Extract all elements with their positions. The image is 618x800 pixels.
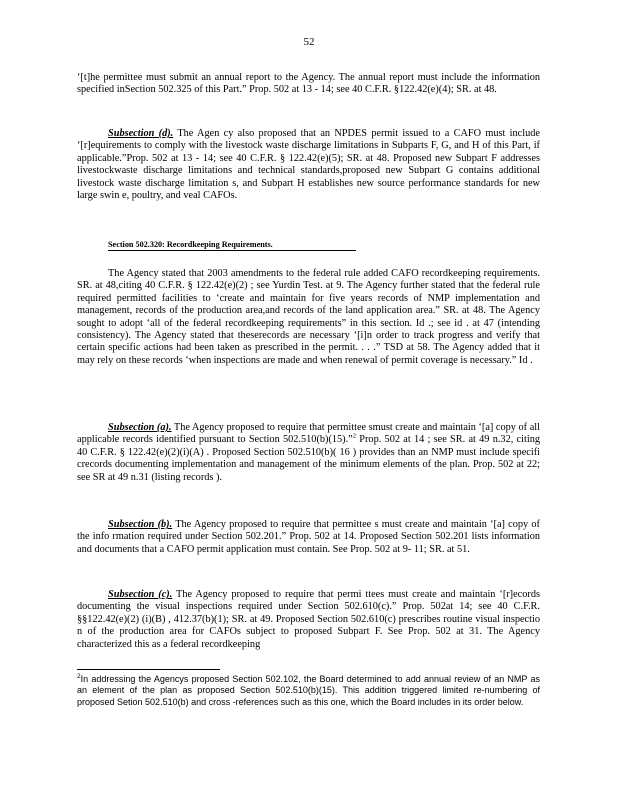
paragraph-text: The Agency proposed to require that permi ttees must create and maintain ‘[r]ecords documenting the visual inspections required under Section 502.610(c).” Prop. 502at 14; see 40 C.F.R. §§122.42(e)(2) (i)(B) , 412.37(b)(1); SR. at 49. Proposed Section 502.610(c) prescribes routine visual inspectio n of the production area for CAFOs subject to proposed Subpart F. See Prop. 502 at 31. The Agency characterized this as a federal recordkeeping	[77, 589, 540, 650]
paragraph-text: The Agency proposed to require that permittee s must create and maintain ‘[a] copy of the info rmation required under Section 502.201.” Prop. 502 at 14. Proposed Section 502.201 lists information and documents that a CAFO permit application must contain. See Prop. 502 at 9- 11; SR. at 51.	[77, 519, 540, 555]
page-number: 52	[303, 36, 315, 48]
paragraph-annual-report	[77, 72, 540, 97]
footnote-marker: 2	[77, 673, 81, 680]
subsection-label: Subsection (b).	[108, 519, 173, 530]
footnote	[77, 674, 540, 708]
paragraph-subsection-b	[77, 519, 540, 556]
paragraph-text: The Agen cy also proposed that an NPDES permit issued to a CAFO must include ‘[r]equirements to comply with the livestock waste discharge limitations in Subparts F, G, and H of this Part, if applicable.”Prop. 502 at 13 - 14; see 40 C.F.R. § 122.42(e)(5); SR. at 48. Proposed new Subpart F addresses livestockwaste discharge limitations and technical standards,proposed new Subpart G contains additional livestock waste discharge limitation s, and Subpart H establishes new source performance standards for new large swin e, poultry, and veal CAFOs.	[77, 128, 540, 202]
subsection-label: Subsection (d).	[108, 128, 174, 139]
paragraph-subsection-c	[77, 589, 540, 651]
footnote-reference: 2	[352, 432, 356, 440]
footnote-divider	[77, 669, 220, 670]
section-heading: Section 502.320: Recordkeeping Requirements.	[108, 239, 356, 251]
paragraph-text: The Agency proposed to require that permittee smust create and maintain ‘[a] copy of all applicable records identified pursuant to Section 502.510(b)(15).”	[77, 422, 540, 446]
paragraph-subsection-a	[77, 422, 540, 484]
paragraph-text: ‘[t]he permittee must submit an annual report to the Agency. The annual report must include the information specified inSection 502.325 of this Part.” Prop. 502 at 13 - 14; see 40 C.F.R. §122.42(e)(4); SR. at 48.	[77, 72, 540, 96]
subsection-label: Subsection (c).	[108, 589, 173, 600]
paragraph-subsection-d	[77, 128, 540, 202]
paragraph-text: Prop. 502 at 14 ; see SR. at 49 n.32, citing 40 C.F.R. § 122.42(e)(2)(i)(A) . Proposed Section 502.510(b)( 16 ) provides than an NMP must include specifi crecords documenting implementation and management of the minimum elements of the plan. Prop. 502 at 22; see SR at 49 n.31 (listing records ).	[77, 434, 540, 483]
paragraph-text: The Agency stated that 2003 amendments to the federal rule added CAFO recordkeeping requirements. SR. at 48,citing 40 C.F.R. § 122.42(e)(2) ; see Yurdin Test. at 9. The Agency further stated that the federal rule required permitted facilities to ‘create and maintain for five years records of NMP implementation and management, records of the production area,and records of the land application area.” SR. at 48. The Agency sought to adopt ‘all of the federal recordkeeping requirements” in this section. Id .; see id . at 47 (intending consistency). The Agency stated that theserecords are necessary ‘[i]n order to track progress and verify that certain specific actions had been taken as prescribed in the permit. . . .” TSD at 58. The Agency added that it may rely on these records ‘when inspections are made and when renewal of permit coverage is necessary.” Id .	[77, 268, 540, 366]
subsection-label: Subsection (a).	[108, 422, 172, 433]
footnote-text: In addressing the Agencys proposed Section 502.102, the Board determined to add annual review of an NMP as an element of the plan as proposed Section 502.510(b)(15). This addition triggered limited re-numbering of proposed Setion 502.510(b) and cross -references such as this one, which the Board includes in its order below.	[77, 674, 540, 707]
paragraph-section-intro	[77, 268, 540, 367]
